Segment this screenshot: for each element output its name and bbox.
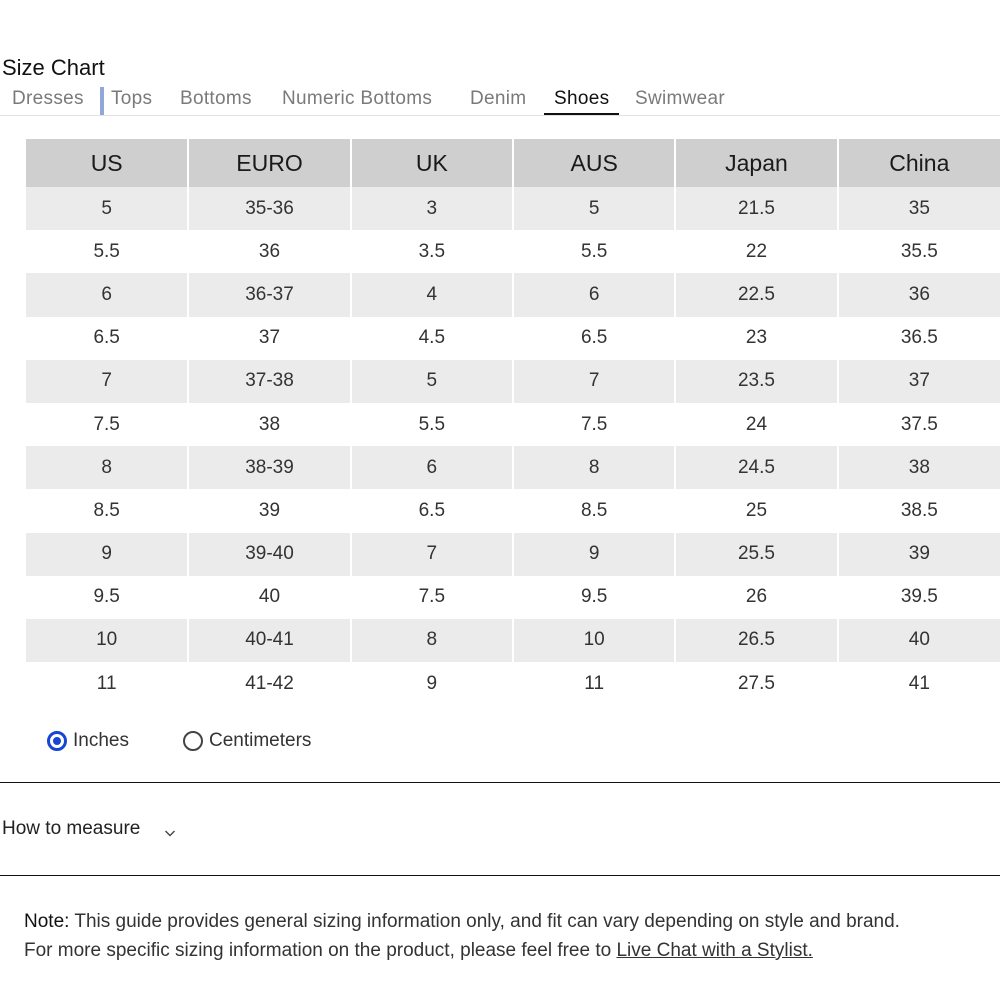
table-row (26, 662, 1000, 705)
table-cell: 6 (351, 446, 513, 489)
table-row (26, 619, 1000, 662)
table-cell: 6.5 (351, 489, 513, 532)
table-cell: 21.5 (675, 187, 837, 230)
column-header-japan: Japan (675, 139, 837, 187)
column-header-us: US (26, 139, 188, 187)
divider (0, 782, 1000, 783)
table-cell: 40 (838, 619, 1000, 662)
note-text: This guide provides general sizing information only, and fit can vary depending on style and brand. (69, 911, 900, 932)
tab-denim[interactable]: Denim (470, 88, 527, 109)
table-row (26, 187, 1000, 230)
table-cell: 5 (513, 187, 675, 230)
table-cell: 41 (838, 662, 1000, 705)
table-cell: 38-39 (188, 446, 350, 489)
table-cell: 9 (26, 533, 188, 576)
tab-tops[interactable]: Tops (111, 88, 153, 109)
table-row (26, 273, 1000, 316)
table-cell: 22 (675, 230, 837, 273)
unit-option-inches[interactable] (47, 730, 129, 752)
unit-option-label: Centimeters (209, 730, 312, 751)
table-cell: 36.5 (838, 317, 1000, 360)
table-cell: 38 (188, 403, 350, 446)
table-cell: 4.5 (351, 317, 513, 360)
table-cell: 39-40 (188, 533, 350, 576)
table-cell: 6 (513, 273, 675, 316)
table-row (26, 230, 1000, 273)
radio-button-unchecked[interactable] (183, 731, 203, 751)
table-cell: 26.5 (675, 619, 837, 662)
table-cell: 3 (351, 187, 513, 230)
radio-button-checked[interactable] (47, 731, 67, 751)
table-cell: 38.5 (838, 489, 1000, 532)
table-cell: 36 (838, 273, 1000, 316)
table-cell: 40 (188, 576, 350, 619)
how-to-measure-toggle[interactable] (2, 818, 176, 840)
table-row (26, 403, 1000, 446)
table-cell: 35.5 (838, 230, 1000, 273)
tab-swimwear[interactable]: Swimwear (635, 88, 726, 109)
table-cell: 7 (351, 533, 513, 576)
table-cell: 26 (675, 576, 837, 619)
table-header-row (26, 139, 1000, 187)
table-cell: 5 (26, 187, 188, 230)
table-cell: 37 (188, 317, 350, 360)
table-cell: 7.5 (93, 413, 120, 435)
column-header-aus: AUS (513, 139, 675, 187)
table-cell: 8 (26, 446, 188, 489)
table-cell: 5.5 (93, 240, 120, 262)
chevron-down-icon (164, 823, 176, 835)
table-cell: 6.5 (93, 327, 120, 349)
table-cell: 3.5 (351, 230, 513, 273)
table-cell: 10 (26, 619, 188, 662)
table-cell: 23.5 (675, 360, 837, 403)
table-cell: 36 (188, 230, 350, 273)
table-cell: 39 (838, 533, 1000, 576)
table-cell: 8 (513, 446, 675, 489)
tab-dresses[interactable]: Dresses (12, 88, 84, 109)
table-cell: 36-37 (188, 273, 350, 316)
table-cell: 39.5 (838, 576, 1000, 619)
table-row (26, 360, 1000, 403)
tab-shoes[interactable]: Shoes (554, 88, 610, 109)
table-cell: 40-41 (188, 619, 350, 662)
table-row (26, 576, 1000, 619)
table-cell: 9.5 (513, 576, 675, 619)
table-cell: 5.5 (513, 230, 675, 273)
table-cell: 8.5 (93, 499, 120, 521)
table-cell: 8 (351, 619, 513, 662)
page-title: Size Chart (2, 55, 105, 80)
table-cell: 7 (513, 360, 675, 403)
category-tabs (0, 86, 1000, 116)
table-cell: 24.5 (675, 446, 837, 489)
how-to-measure-label: How to measure (2, 818, 141, 839)
table-cell: 22.5 (675, 273, 837, 316)
tab-marker (100, 87, 104, 115)
table-cell: 37 (838, 360, 1000, 403)
table-cell: 25.5 (675, 533, 837, 576)
table-cell: 9.5 (93, 586, 120, 608)
unit-option-label: Inches (73, 730, 129, 751)
table-row (26, 533, 1000, 576)
column-header-uk: UK (351, 139, 513, 187)
table-cell: 6 (26, 273, 188, 316)
table-cell: 6.5 (513, 317, 675, 360)
note-text: For more specific sizing information on the product, please feel free to (24, 940, 617, 961)
table-cell: 27.5 (675, 662, 837, 705)
table-cell: 38 (838, 446, 1000, 489)
tab-numeric-bottoms[interactable]: Numeric Bottoms (282, 88, 433, 109)
table-cell: 23 (675, 317, 837, 360)
column-header-china: China (838, 139, 1000, 187)
table-cell: 35 (838, 187, 1000, 230)
table-cell: 5 (351, 360, 513, 403)
table-cell: 41-42 (188, 662, 350, 705)
table-row (26, 446, 1000, 489)
unit-option-centimeters[interactable] (183, 730, 311, 752)
table-cell: 9 (351, 662, 513, 705)
table-cell: 11 (513, 662, 675, 705)
table-cell: 37.5 (838, 403, 1000, 446)
table-cell: 4 (351, 273, 513, 316)
table-row (26, 489, 1000, 532)
sizing-note (24, 907, 1000, 965)
table-cell: 7 (26, 360, 188, 403)
note-line-1 (24, 907, 1000, 936)
table-cell: 7.5 (351, 576, 513, 619)
note-line-2 (24, 936, 1000, 965)
table-cell: 11 (96, 672, 117, 694)
divider (0, 875, 1000, 876)
table-cell: 7.5 (513, 403, 675, 446)
size-table (26, 139, 1000, 705)
live-chat-link[interactable]: Live Chat with a Stylist. (616, 940, 813, 961)
table-cell: 24 (675, 403, 837, 446)
table-cell: 35-36 (188, 187, 350, 230)
table-cell: 25 (675, 489, 837, 532)
table-row (26, 317, 1000, 360)
table-cell: 9 (513, 533, 675, 576)
table-cell: 5.5 (351, 403, 513, 446)
column-header-euro: EURO (188, 139, 350, 187)
tab-bottoms[interactable]: Bottoms (180, 88, 252, 109)
table-cell: 10 (513, 619, 675, 662)
table-cell: 39 (188, 489, 350, 532)
note-prefix: Note: (24, 911, 70, 932)
table-cell: 8.5 (513, 489, 675, 532)
table-cell: 37-38 (188, 360, 350, 403)
